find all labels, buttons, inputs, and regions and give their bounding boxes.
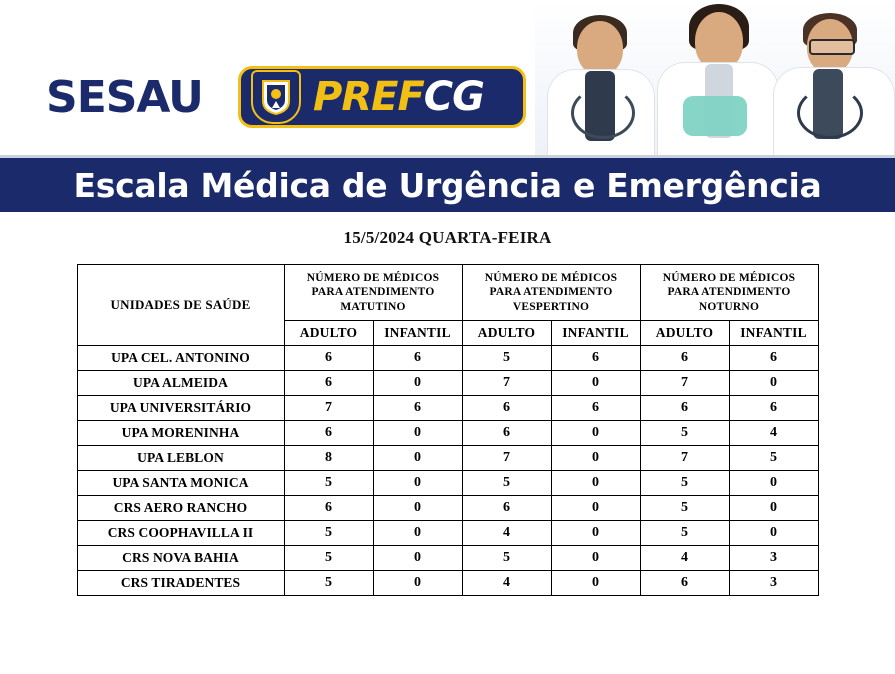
stethoscope-icon bbox=[797, 87, 863, 139]
table-row bbox=[77, 471, 818, 496]
cell-unit-name: UPA MORENINHA bbox=[77, 421, 284, 446]
table-row bbox=[77, 571, 818, 596]
cell-morning-adult: 6 bbox=[284, 346, 373, 371]
prefcg-logo bbox=[238, 66, 526, 128]
cell-morning-child: 6 bbox=[373, 396, 462, 421]
cell-afternoon-adult: 5 bbox=[462, 346, 551, 371]
cell-afternoon-adult: 7 bbox=[462, 371, 551, 396]
column-header-night-child: INFANTIL bbox=[729, 321, 818, 346]
table-body bbox=[77, 346, 818, 596]
cell-night-adult: 6 bbox=[640, 396, 729, 421]
cell-afternoon-child: 0 bbox=[551, 496, 640, 521]
cell-afternoon-adult: 4 bbox=[462, 521, 551, 546]
table-head bbox=[77, 265, 818, 346]
cell-morning-child: 0 bbox=[373, 446, 462, 471]
cell-night-child: 6 bbox=[729, 346, 818, 371]
page-header bbox=[0, 0, 895, 155]
cell-morning-adult: 5 bbox=[284, 521, 373, 546]
cell-afternoon-child: 0 bbox=[551, 421, 640, 446]
cell-night-child: 0 bbox=[729, 471, 818, 496]
cell-night-adult: 7 bbox=[640, 371, 729, 396]
prefcg-wordmark bbox=[313, 74, 484, 120]
schedule-date: 15/5/2024 QUARTA-FEIRA bbox=[343, 228, 552, 247]
cell-unit-name: UPA SANTA MONICA bbox=[77, 471, 284, 496]
cell-afternoon-child: 0 bbox=[551, 446, 640, 471]
cell-unit-name: UPA CEL. ANTONINO bbox=[77, 346, 284, 371]
cell-night-child: 0 bbox=[729, 496, 818, 521]
column-group-night: NÚMERO DE MÉDICOS PARA ATENDIMENTO NOTURNO bbox=[640, 265, 818, 321]
table-row bbox=[77, 421, 818, 446]
cell-afternoon-child: 0 bbox=[551, 471, 640, 496]
cell-night-adult: 5 bbox=[640, 496, 729, 521]
table-header-row-groups bbox=[77, 265, 818, 321]
cell-afternoon-adult: 6 bbox=[462, 396, 551, 421]
cell-morning-child: 0 bbox=[373, 496, 462, 521]
doctor-figure-center bbox=[653, 0, 783, 155]
cell-afternoon-adult: 7 bbox=[462, 446, 551, 471]
cell-morning-adult: 6 bbox=[284, 371, 373, 396]
cell-night-child: 3 bbox=[729, 571, 818, 596]
cell-unit-name: CRS TIRADENTES bbox=[77, 571, 284, 596]
title-banner bbox=[0, 155, 895, 212]
glasses-icon bbox=[809, 39, 855, 55]
table-row bbox=[77, 496, 818, 521]
head-shape bbox=[577, 21, 623, 75]
cell-afternoon-child: 0 bbox=[551, 546, 640, 571]
column-header-units: UNIDADES DE SAÚDE bbox=[77, 265, 284, 346]
cell-night-child: 3 bbox=[729, 546, 818, 571]
cell-night-child: 0 bbox=[729, 371, 818, 396]
cell-night-child: 6 bbox=[729, 396, 818, 421]
cell-night-adult: 6 bbox=[640, 571, 729, 596]
schedule-table bbox=[77, 264, 819, 596]
stethoscope-icon bbox=[571, 87, 635, 139]
cell-afternoon-child: 0 bbox=[551, 521, 640, 546]
cell-unit-name: CRS COOPHAVILLA II bbox=[77, 521, 284, 546]
cell-morning-adult: 6 bbox=[284, 421, 373, 446]
coat-of-arms-icon bbox=[251, 70, 301, 124]
cell-morning-adult: 6 bbox=[284, 496, 373, 521]
column-header-afternoon-adult: ADULTO bbox=[462, 321, 551, 346]
surgical-mask-icon bbox=[683, 96, 747, 136]
cell-unit-name: UPA ALMEIDA bbox=[77, 371, 284, 396]
cell-night-child: 0 bbox=[729, 521, 818, 546]
page-title: Escala Médica de Urgência e Emergência bbox=[73, 165, 822, 205]
cell-night-child: 5 bbox=[729, 446, 818, 471]
column-group-afternoon: NÚMERO DE MÉDICOS PARA ATENDIMENTO VESPERTINO bbox=[462, 265, 640, 321]
cg-text: CG bbox=[423, 74, 484, 120]
cell-night-adult: 5 bbox=[640, 471, 729, 496]
pref-text: PREF bbox=[313, 74, 424, 120]
column-group-morning: NÚMERO DE MÉDICOS PARA ATENDIMENTO MATUTINO bbox=[284, 265, 462, 321]
column-header-morning-child: INFANTIL bbox=[373, 321, 462, 346]
cell-morning-child: 0 bbox=[373, 421, 462, 446]
cell-morning-adult: 5 bbox=[284, 546, 373, 571]
cell-unit-name: UPA UNIVERSITÁRIO bbox=[77, 396, 284, 421]
sesau-logo: SESAU bbox=[46, 72, 203, 123]
table-row bbox=[77, 446, 818, 471]
column-header-morning-adult: ADULTO bbox=[284, 321, 373, 346]
cell-night-adult: 5 bbox=[640, 421, 729, 446]
column-header-afternoon-child: INFANTIL bbox=[551, 321, 640, 346]
table-row bbox=[77, 546, 818, 571]
cell-morning-child: 0 bbox=[373, 371, 462, 396]
cell-afternoon-child: 6 bbox=[551, 396, 640, 421]
schedule-table-container bbox=[0, 264, 895, 596]
cell-unit-name: CRS AERO RANCHO bbox=[77, 496, 284, 521]
cell-morning-adult: 7 bbox=[284, 396, 373, 421]
cell-morning-child: 0 bbox=[373, 546, 462, 571]
cell-morning-adult: 5 bbox=[284, 471, 373, 496]
cell-night-adult: 4 bbox=[640, 546, 729, 571]
table-row bbox=[77, 396, 818, 421]
cell-night-adult: 6 bbox=[640, 346, 729, 371]
cell-unit-name: CRS NOVA BAHIA bbox=[77, 546, 284, 571]
table-row bbox=[77, 521, 818, 546]
cell-afternoon-adult: 5 bbox=[462, 471, 551, 496]
cell-morning-child: 0 bbox=[373, 471, 462, 496]
cell-afternoon-adult: 6 bbox=[462, 496, 551, 521]
cell-afternoon-adult: 5 bbox=[462, 546, 551, 571]
cell-night-child: 4 bbox=[729, 421, 818, 446]
cell-unit-name: UPA LEBLON bbox=[77, 446, 284, 471]
doctor-figure-left bbox=[541, 5, 661, 155]
table-row bbox=[77, 371, 818, 396]
cell-afternoon-child: 0 bbox=[551, 371, 640, 396]
table-row bbox=[77, 346, 818, 371]
cell-afternoon-child: 6 bbox=[551, 346, 640, 371]
medical-team-photo bbox=[535, 0, 895, 155]
cell-morning-adult: 5 bbox=[284, 571, 373, 596]
cell-night-adult: 5 bbox=[640, 521, 729, 546]
column-header-night-adult: ADULTO bbox=[640, 321, 729, 346]
cell-morning-child: 0 bbox=[373, 521, 462, 546]
cell-night-adult: 7 bbox=[640, 446, 729, 471]
cell-morning-child: 6 bbox=[373, 346, 462, 371]
doctor-figure-right bbox=[773, 3, 895, 155]
cell-morning-child: 0 bbox=[373, 571, 462, 596]
cell-afternoon-child: 0 bbox=[551, 571, 640, 596]
cell-morning-adult: 8 bbox=[284, 446, 373, 471]
cell-afternoon-adult: 6 bbox=[462, 421, 551, 446]
cell-afternoon-adult: 4 bbox=[462, 571, 551, 596]
